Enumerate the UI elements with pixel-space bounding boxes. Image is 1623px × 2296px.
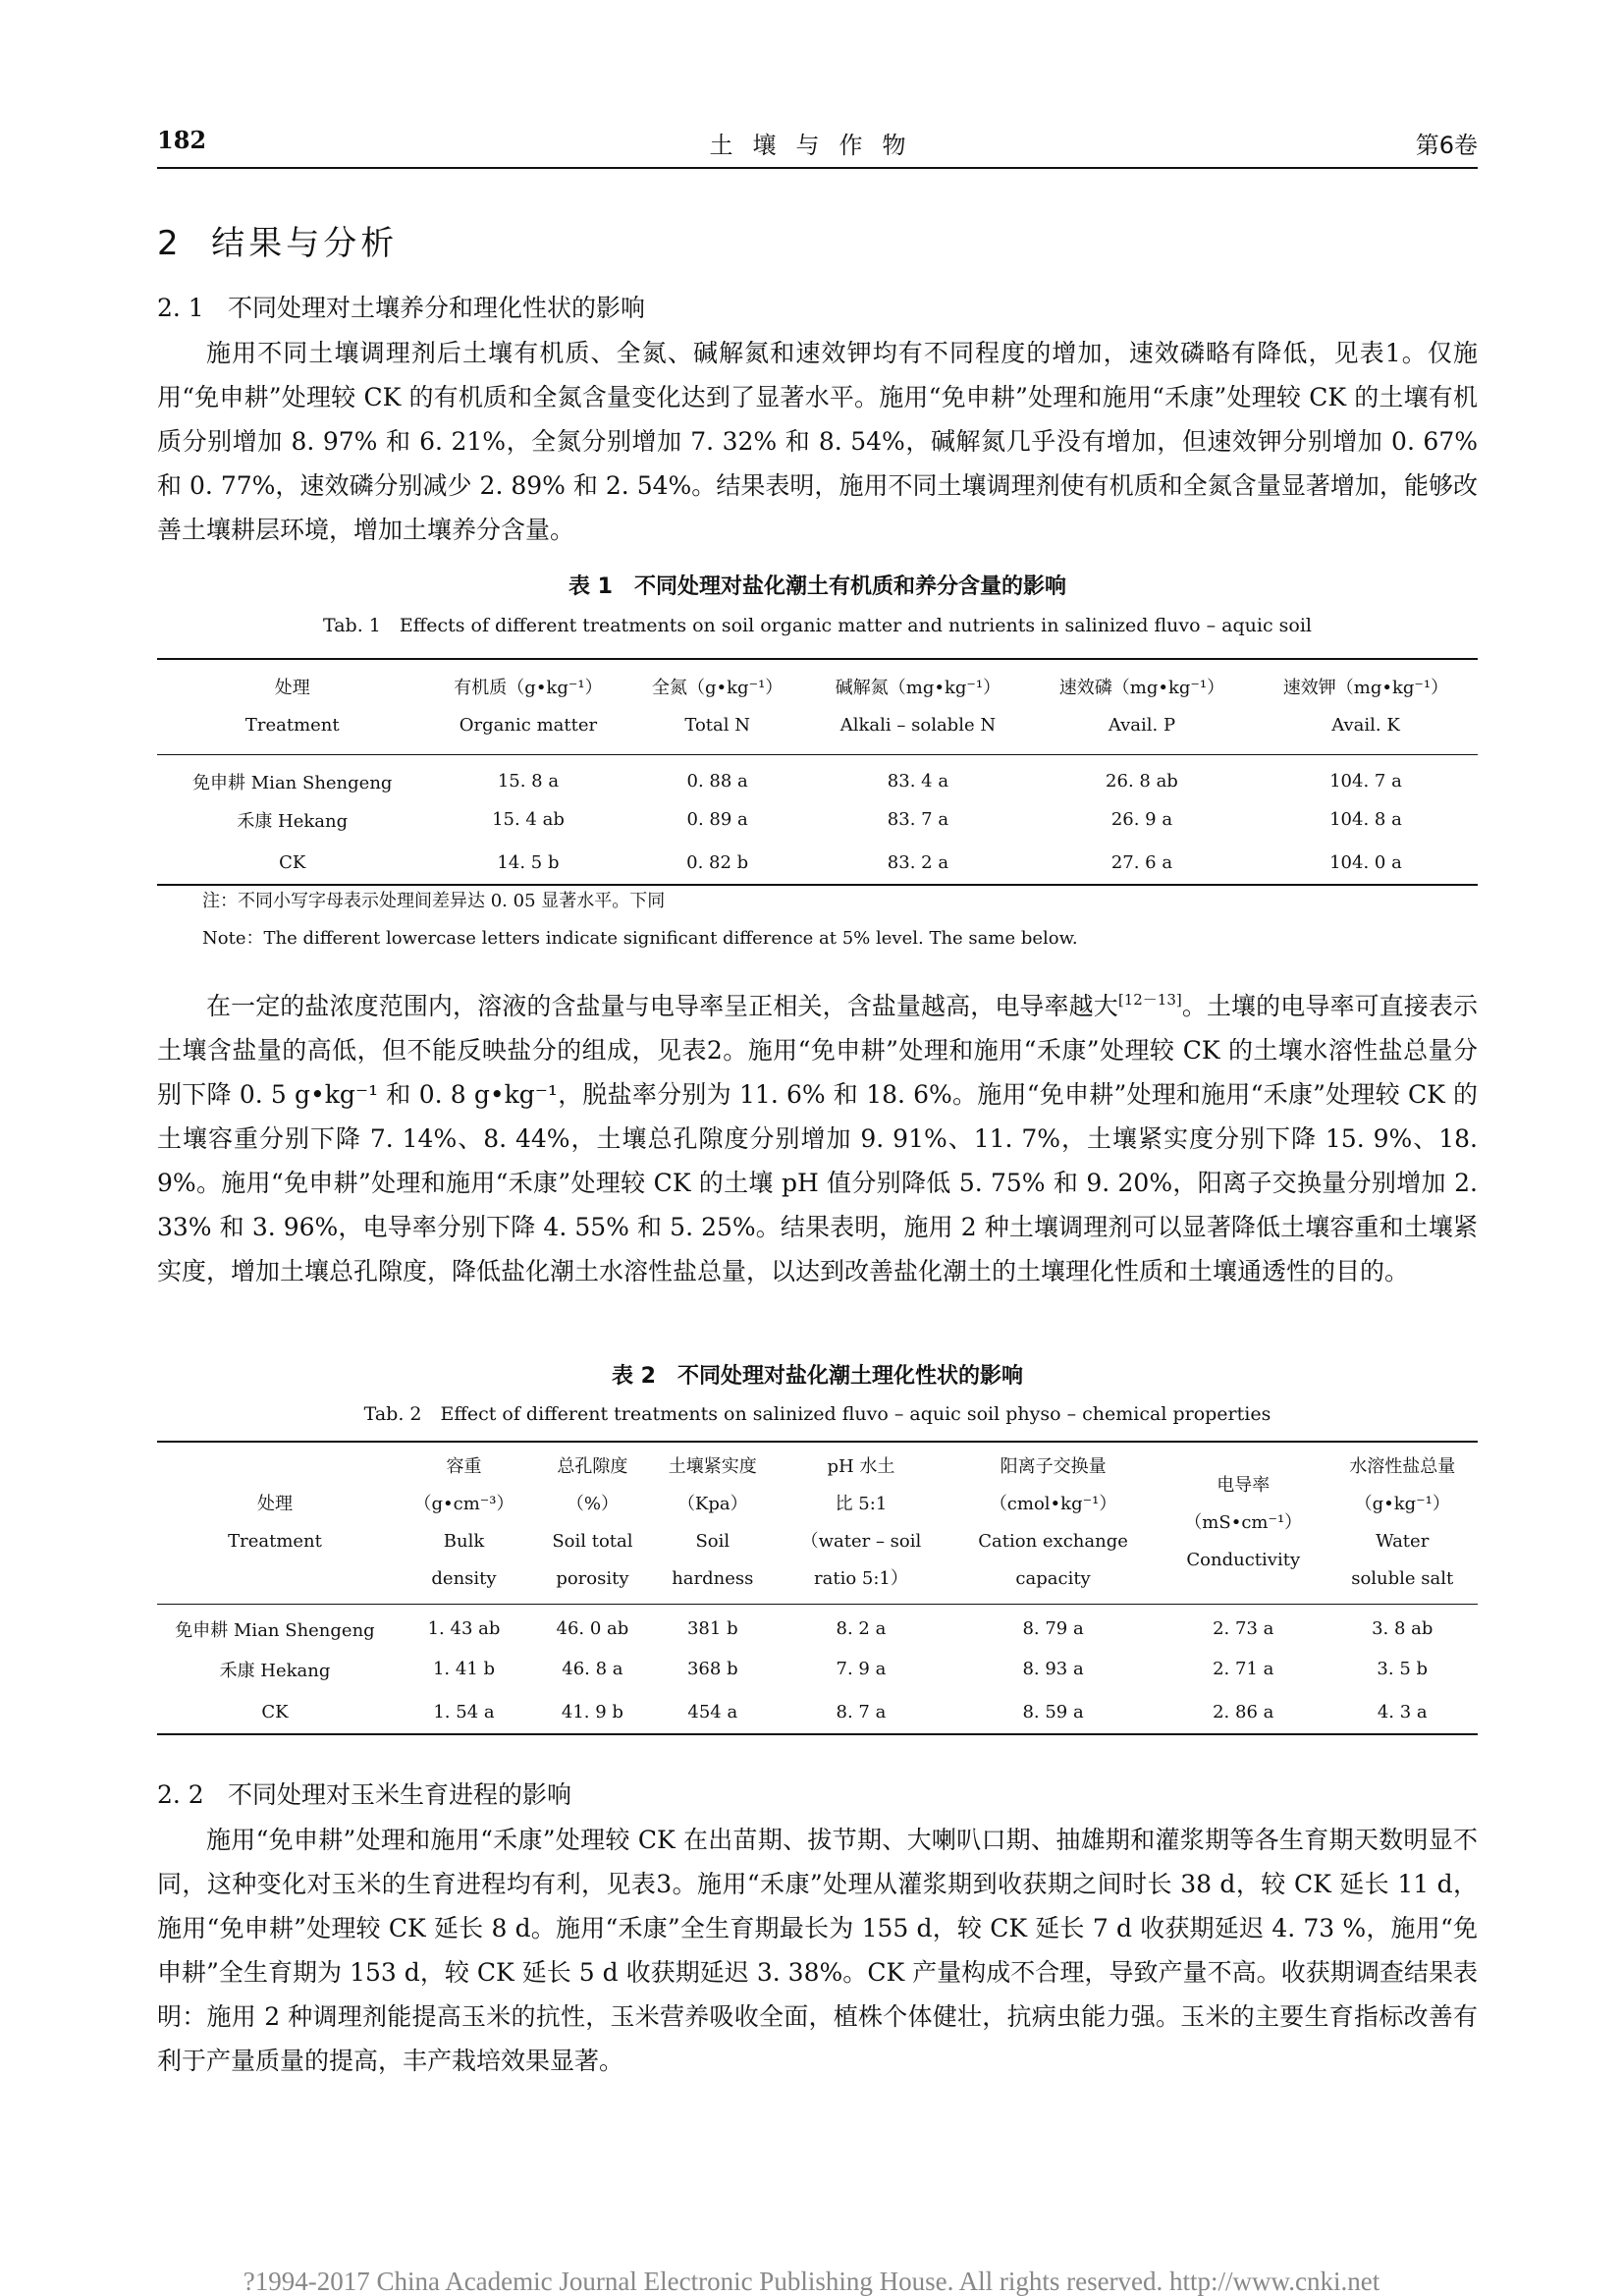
- table-cell: 8. 7 a: [836, 1701, 887, 1722]
- table-header-row: [157, 1442, 1478, 1605]
- header-line: Bulk: [443, 1531, 485, 1552]
- header-line: Soil: [695, 1531, 730, 1552]
- table-cell: CK: [279, 851, 306, 873]
- header-avail-k: [1254, 659, 1478, 755]
- paper-page: [157, 0, 1478, 2296]
- section-heading: [157, 216, 398, 264]
- header-line: （mS•cm⁻¹）: [1184, 1512, 1303, 1533]
- table-cell: 免申耕 Mian Shengeng: [175, 1619, 375, 1641]
- subsection-heading-2-2: [157, 1776, 571, 1811]
- citation: [12－13]: [1117, 991, 1182, 1009]
- table-cell: 0. 88 a: [686, 771, 748, 793]
- header-line: 比 5:1: [835, 1494, 888, 1514]
- header-treatment: [157, 659, 428, 755]
- table-cell: 104. 7 a: [1329, 771, 1402, 793]
- volume-label: 第6卷: [1415, 132, 1478, 159]
- header-avail-p: [1030, 659, 1254, 755]
- table-cell: 1. 41 b: [432, 1659, 496, 1679]
- header-bulk-density: [393, 1442, 535, 1605]
- table-cell: 83. 7 a: [887, 809, 949, 830]
- header-cn: 有机质（g•kg⁻¹）: [454, 678, 603, 698]
- table-cell: 15. 8 a: [497, 771, 560, 793]
- table-cell: 83. 4 a: [887, 771, 949, 793]
- table-cell: 381 b: [686, 1618, 738, 1640]
- paragraph-3: [157, 1818, 1478, 2083]
- header-line: （water – soil: [800, 1531, 922, 1552]
- header-line: Cation exchange: [978, 1531, 1128, 1552]
- subsection-title: 不同处理对土壤养分和理化性状的影响: [228, 294, 646, 322]
- header-line: pH 水土: [827, 1456, 895, 1477]
- header-line: 总孔隙度: [557, 1456, 628, 1477]
- paragraph-text: 施用不同土壤调理剂后土壤有机质、全氮、碱解氮和速效钾均有不同程度的增加，速效磷略有降低，见表1。仅施用“免申耕”处理较 CK 的有机质和全氮含量变化达到了显著水平。施用“免申耕”处理和施用“禾康”处理较 CK 的土壤有机质分别增加 8. 97% 和 6. 21%，全氮分别增加 7. 32% 和 8. 54%，碱解氮几乎没有增加，但速效钾分别增加 0. 67% 和 0. 77%，速效磷分别减少 2. 89% 和 2. 54%。结果表明，施用不同土壤调理剂使有机质和全氮含量显著增加，能够改善土壤耕层环境，增加土壤养分含量。: [157, 339, 1478, 544]
- table-cell: 26. 8 ab: [1106, 771, 1178, 793]
- table-cell: 104. 8 a: [1329, 809, 1402, 830]
- table1-note-en: Note：The different lowercase letters indicate significant difference at 5% level. The same below.: [202, 928, 1078, 949]
- table-cell: 2. 71 a: [1213, 1659, 1274, 1679]
- header-cn: 处理: [274, 678, 310, 698]
- table-cell: 1. 54 a: [433, 1701, 495, 1722]
- table-row: [157, 1605, 1478, 1648]
- header-line: （cmol•kg⁻¹）: [989, 1494, 1117, 1514]
- header-porosity: [535, 1442, 650, 1605]
- subsection-number: 2. 1: [157, 294, 204, 322]
- header-line: density: [431, 1568, 497, 1589]
- header-organic-matter: [428, 659, 629, 755]
- header-cn: 全氮（g•kg⁻¹）: [652, 678, 784, 698]
- header-rule: [157, 167, 1478, 169]
- table-cell: 104. 0 a: [1329, 851, 1402, 873]
- header-line: ratio 5:1）: [814, 1568, 908, 1589]
- table-cell: 7. 9 a: [836, 1659, 887, 1679]
- header-line: soluble salt: [1351, 1568, 1454, 1589]
- paragraph-text-part: 在一定的盐浓度范围内，溶液的含盐量与电导率呈正相关，含盐量越高，电导率越大: [206, 992, 1118, 1020]
- header-treatment: [157, 1442, 393, 1605]
- header-line: 容重: [446, 1456, 482, 1477]
- table-cell: 2. 73 a: [1213, 1618, 1274, 1640]
- header-line: 水溶性盐总量: [1349, 1456, 1456, 1477]
- table2-caption-en: Tab. 2 Effect of different treatments on salinized fluvo – aquic soil physo – chemical properties: [363, 1403, 1271, 1425]
- table-cell: 46. 8 a: [562, 1659, 623, 1679]
- header-line: 阳离子交换量: [1000, 1456, 1107, 1477]
- journal-name: 土壤与作物: [709, 132, 926, 159]
- header-line: Water: [1376, 1531, 1430, 1552]
- table-row: [157, 798, 1478, 842]
- subsection-title: 不同处理对玉米生育进程的影响: [228, 1780, 572, 1809]
- header-line: 电导率: [1217, 1475, 1271, 1496]
- header-conductivity: [1160, 1442, 1326, 1605]
- paragraph-2: [157, 984, 1478, 1293]
- header-line: Conductivity: [1186, 1550, 1301, 1570]
- table2-caption-cn: 表 2 不同处理对盐化潮土理化性状的影响: [612, 1364, 1023, 1389]
- table-cell: 0. 89 a: [686, 809, 748, 830]
- header-en: Alkali – solable N: [839, 715, 997, 736]
- section-number: 2: [157, 224, 183, 263]
- table-cell: 8. 93 a: [1022, 1659, 1084, 1679]
- header-line: capacity: [1015, 1568, 1091, 1589]
- table-cell: 1. 43 ab: [427, 1618, 501, 1640]
- paragraph-1: [157, 331, 1478, 552]
- table-row: [157, 1691, 1478, 1734]
- table-2: [157, 1441, 1478, 1735]
- table-cell: 41. 9 b: [561, 1701, 623, 1722]
- header-line: hardness: [672, 1568, 754, 1589]
- table-cell: 2. 86 a: [1213, 1701, 1274, 1722]
- header-en: Avail. P: [1108, 715, 1176, 736]
- header-en: Organic matter: [459, 715, 598, 736]
- header-alkali-n: [806, 659, 1030, 755]
- table-cell: 3. 5 b: [1377, 1659, 1429, 1679]
- header-line: （g•kg⁻¹）: [1354, 1494, 1450, 1514]
- table-cell: 27. 6 a: [1110, 851, 1173, 873]
- paragraph-text: 施用“免申耕”处理和施用“禾康”处理较 CK 在出苗期、拔节期、大喇叭口期、抽雄期和灌浆期等各生育期天数明显不同，这种变化对玉米的生育进程均有利，见表3。施用“禾康”处理从灌浆期到收获期之间时长 38 d，较 CK 延长 11 d，施用“免申耕”处理较 CK 延长 8 d。施用“禾康”全生育期最长为 155 d，较 CK 延长 7 d 收获期延迟 4. 73 %，施用“免申耕”全生育期为 153 d，较 CK 延长 5 d 收获期延迟 3. 38%。CK 产量构成不合理，导致产量不高。收获期调查结果表明：施用 2 种调理剂能提高玉米的抗性，玉米营养吸收全面，植株个体健壮，抗病虫能力强。玉米的主要生育指标改善有利于产量质量的提高，丰产栽培效果显著。: [157, 1826, 1478, 2075]
- header-soluble-salt: [1326, 1442, 1478, 1605]
- table-cell: 禾康 Hekang: [237, 810, 349, 832]
- header-total-n: [628, 659, 806, 755]
- running-header: [157, 126, 1478, 165]
- header-line: 处理: [257, 1494, 293, 1514]
- table-cell: 0. 82 b: [686, 851, 749, 873]
- table-row: [157, 1648, 1478, 1691]
- table-cell: 83. 2 a: [887, 851, 949, 873]
- page-number: 182: [157, 126, 207, 154]
- table-cell: 368 b: [686, 1659, 738, 1679]
- header-cec: [947, 1442, 1160, 1605]
- table-1: [157, 658, 1478, 886]
- header-hardness: [650, 1442, 776, 1605]
- table-cell: 3. 8 ab: [1372, 1618, 1434, 1640]
- header-en: Avail. K: [1331, 715, 1400, 736]
- subsection-number: 2. 2: [157, 1780, 204, 1809]
- table-cell: 14. 5 b: [497, 851, 560, 873]
- table-header-row: [157, 659, 1478, 755]
- table-cell: 15. 4 ab: [492, 809, 565, 830]
- table-cell: CK: [261, 1701, 289, 1722]
- paragraph-text-part: 。土壤的电导率可直接表示土壤含盐量的高低，但不能反映盐分的组成，见表2。施用“免申耕”处理和施用“禾康”处理较 CK 的土壤水溶性盐总量分别下降 0. 5 g•kg⁻¹ 和 0. 8 g•kg⁻¹，脱盐率分别为 11. 6% 和 18. 6%。施用“免申耕”处理和施用“禾康”处理较 CK 的土壤容重分别下降 7. 14%、8. 44%，土壤总孔隙度分别增加 9. 91%、11. 7%，土壤紧实度分别下降 15. 9%、18. 9%。施用“免申耕”处理和施用“禾康”处理较 CK 的土壤 pH 值分别降低 5. 75% 和 9. 20%，阳离子交换量分别增加 2. 33% 和 3. 96%，电导率分别下降 4. 55% 和 5. 25%。结果表明，施用 2 种土壤调理剂可以显著降低土壤容重和土壤紧实度，增加土壤总孔隙度，降低盐化潮土水溶性盐总量，以达到改善盐化潮土的土壤理化性质和土壤通透性的目的。: [157, 992, 1478, 1285]
- table-cell: 8. 59 a: [1022, 1701, 1084, 1722]
- table-cell: 4. 3 a: [1377, 1701, 1428, 1722]
- header-line: （%）: [566, 1494, 619, 1514]
- header-line: Soil total: [552, 1531, 633, 1552]
- table-row: [157, 842, 1478, 885]
- header-line: （g•cm⁻³）: [413, 1494, 514, 1514]
- header-en: Treatment: [244, 715, 340, 736]
- section-title: 结果与分析: [211, 224, 399, 263]
- paragraph-text: [157, 984, 1478, 1293]
- header-line: porosity: [556, 1568, 629, 1589]
- header-line: Treatment: [228, 1531, 322, 1552]
- table-cell: 免申耕 Mian Shengeng: [192, 772, 393, 793]
- table1-caption-en: Tab. 1 Effects of different treatments on soil organic matter and nutrients in salinized fluvo – aquic soil: [323, 615, 1312, 636]
- header-en: Total N: [684, 715, 750, 736]
- copyright-footer: ?1994-2017 China Academic Journal Electronic Publishing House. All rights reserved. http://www.cnki.net: [243, 2267, 1380, 2296]
- header-cn: 碱解氮（mg•kg⁻¹）: [835, 678, 1001, 698]
- table-cell: 46. 0 ab: [556, 1618, 629, 1640]
- header-cn: 速效磷（mg•kg⁻¹）: [1058, 678, 1225, 698]
- table-row: [157, 755, 1478, 798]
- header-line: 土壤紧实度: [668, 1456, 757, 1477]
- table-cell: 8. 2 a: [836, 1618, 887, 1640]
- table1-caption-cn: 表 1 不同处理对盐化潮土有机质和养分含量的影响: [568, 574, 1066, 599]
- header-ph: [776, 1442, 947, 1605]
- table-cell: 禾康 Hekang: [219, 1660, 331, 1681]
- header-line: （Kpa）: [676, 1494, 748, 1514]
- subsection-heading-2-1: [157, 289, 645, 324]
- table1-note-cn: 注：不同小写字母表示处理间差异达 0. 05 显著水平。下同: [202, 891, 666, 911]
- header-cn: 速效钾（mg•kg⁻¹）: [1282, 678, 1449, 698]
- table-cell: 8. 79 a: [1022, 1618, 1084, 1640]
- table-cell: 26. 9 a: [1110, 809, 1173, 830]
- table-cell: 454 a: [687, 1701, 738, 1722]
